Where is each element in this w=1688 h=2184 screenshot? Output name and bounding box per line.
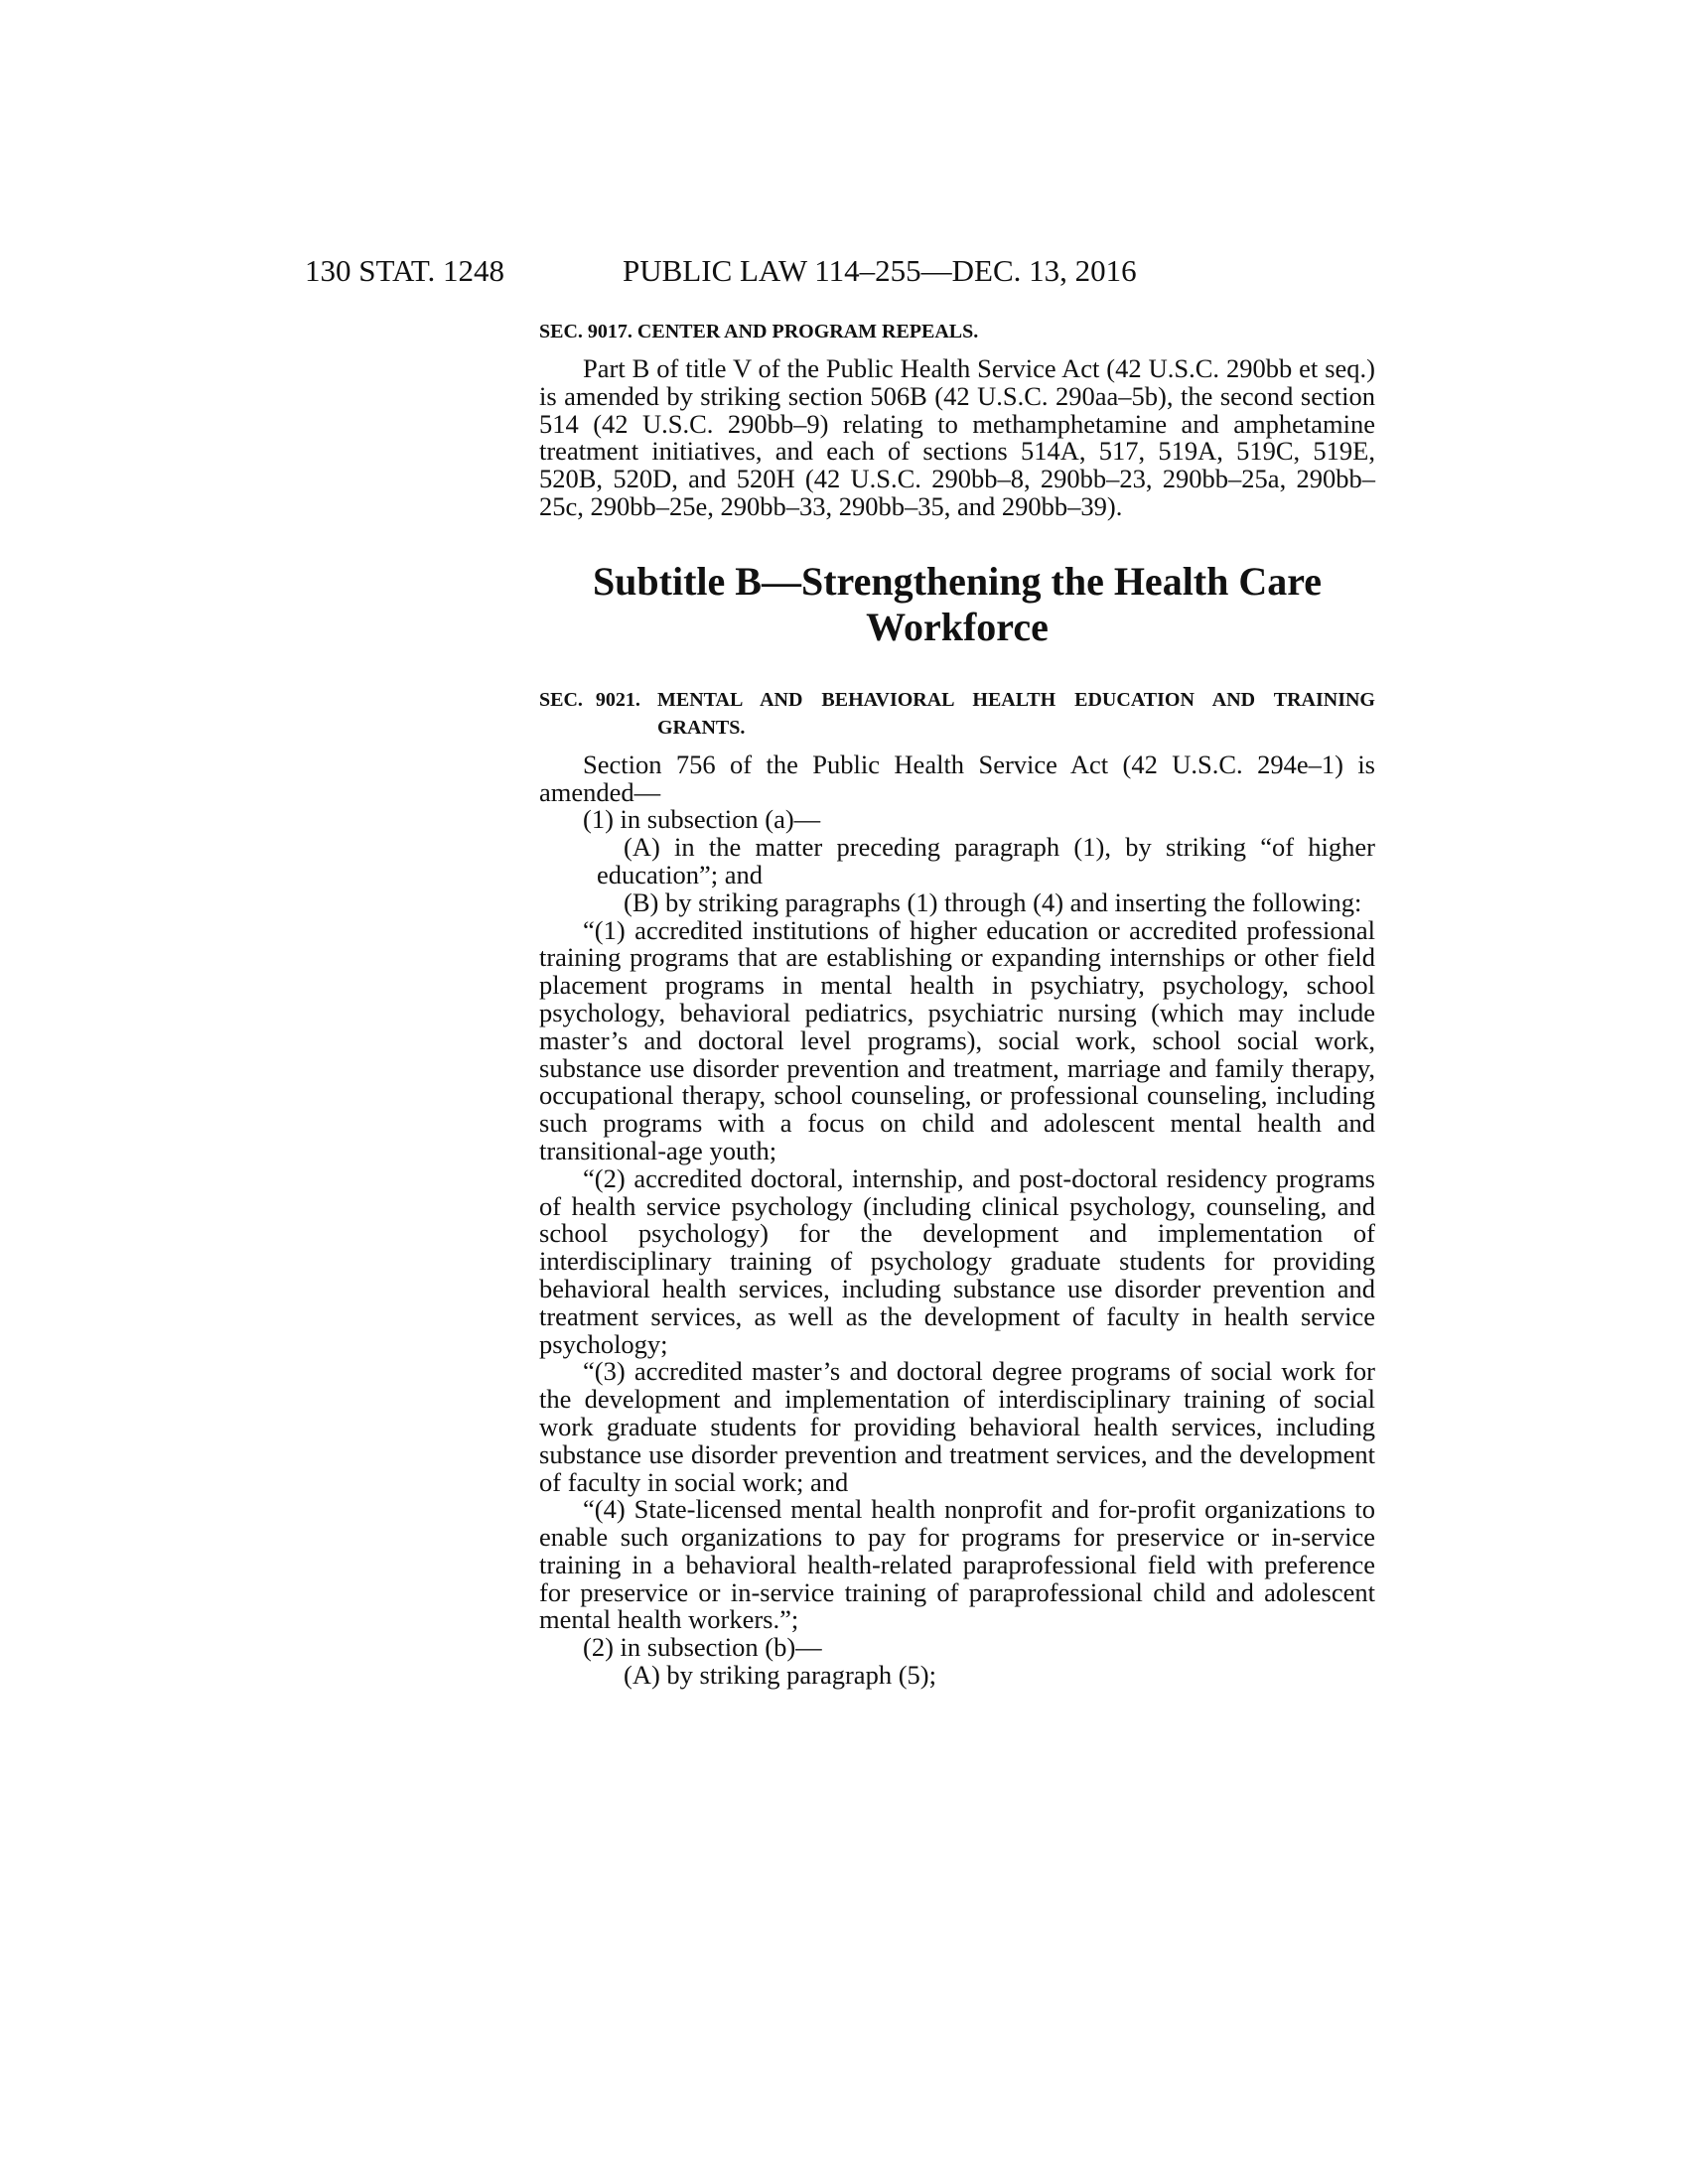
subtitle-line-1: Subtitle B—Strengthening the Health Care — [592, 558, 1323, 604]
subparagraph-1B: (B) by striking paragraphs (1) through (4) and inserting the following: — [624, 887, 1362, 917]
statute-citation: 130 STAT. 1248 — [305, 253, 505, 288]
subparagraph-2A: (A) by striking paragraph (5); — [624, 1660, 936, 1691]
inserted-paragraph-1: “(1) accredited institutions of higher education or accredited professional training programs that are establishing or expanding internships or other field placement programs in mental health in psychiatry, psychology, school psychology, behavioral pediatrics, psychiatric nursing (which may include master’s and doctoral level programs), social work, school social work, substance use disorder prevention and treatment, marriage and family therapy, occupational therapy, school counseling, or professional counseling, including such programs with a focus on child and adolescent mental health and transitional-age youth; — [539, 914, 1375, 1165]
subparagraph-1A: (A) in the matter preceding paragraph (1), by striking “of higher education”; and — [597, 832, 1375, 889]
section-9021-heading — [539, 686, 1375, 742]
paragraph-2: (2) in subsection (b)— — [583, 1632, 822, 1663]
paragraph-1: (1) in subsection (a)— — [583, 804, 821, 835]
section-9021-title: MENTAL AND BEHAVIORAL HEALTH EDUCATION AND TRAINING GRANTS. — [657, 688, 1375, 739]
section-9017-body: Part B of title V of the Public Health Service Act (42 U.S.C. 290bb et seq.) is amended by striking section 506B (42 U.S.C. 290aa–5b), the second section 514 (42 U.S.C. 290bb–9) relating to methamphetamine and amphetamine treatment initiatives, and each of sections 514A, 517, 519A, 519C, 519E, 520B, 520D, and 520H (42 U.S.C. 290bb–8, 290bb–23, 290bb–25a, 290bb–25c, 290bb–25e, 290bb–33, 290bb–35, and 290bb–39). — [539, 353, 1375, 521]
subtitle-heading — [539, 559, 1375, 650]
page-header — [305, 251, 1298, 291]
document-body — [539, 318, 1375, 1690]
inserted-paragraph-2: “(2) accredited doctoral, internship, and post-doctoral residency programs of health service psychology (including clinical psychology, counseling, and school psychology) for the development and implementation of interdisciplinary training of psychology graduate students for providing behavioral health services, including substance use disorder prevention and treatment services, as well as the development of faculty in health service psychology; — [539, 1162, 1375, 1359]
public-law-citation: PUBLIC LAW 114–255—DEC. 13, 2016 — [623, 253, 1137, 288]
inserted-paragraph-4: “(4) State-licensed mental health nonprofit and for-profit organizations to enable such organizations to pay for programs for preservice or in-service training in a behavioral health-related paraprofessional field with preference for preservice or in-service training of paraprofessional child and adolescent mental health workers.”; — [539, 1494, 1375, 1635]
section-9021-intro: Section 756 of the Public Health Service Act (42 U.S.C. 294e–1) is amended— — [539, 749, 1375, 807]
section-9021-number: SEC. 9021. — [539, 688, 640, 711]
inserted-paragraph-3: “(3) accredited master’s and doctoral degree programs of social work for the development and implementation of interdisciplinary training of social work graduate students for providing behavioral health services, including substance use disorder prevention and treatment services, and the development of faculty in social work; and — [539, 1356, 1375, 1497]
section-9017-heading: SEC. 9017. CENTER AND PROGRAM REPEALS. — [539, 321, 979, 342]
subtitle-line-2: Workforce — [866, 604, 1049, 649]
